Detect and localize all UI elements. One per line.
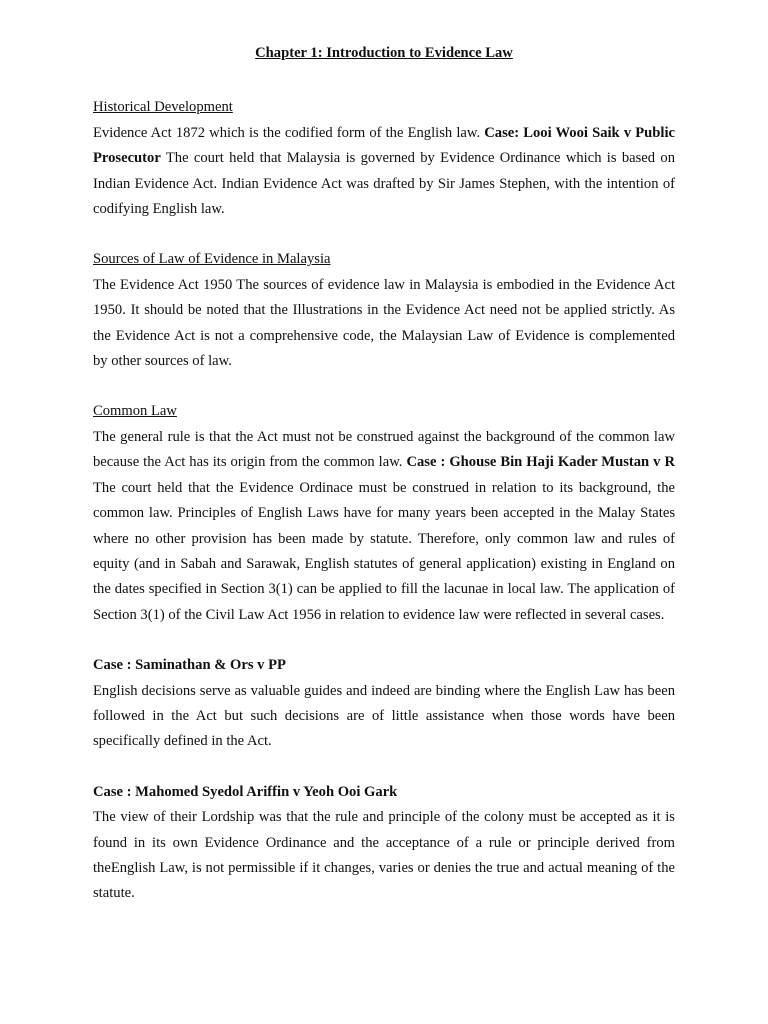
case-paragraph-mahomed-syedol-ariffin: The view of their Lordship was that the rule and principle of the colony must be accepted as it is found in its own Evidence Ordinance and the acceptance of a rule or principle derived from theEnglish Law, is not permissible if it changes, varies or denies the true and actual meaning of the statute.	[93, 809, 675, 902]
section-heading-sources-of-law: Sources of Law of Evidence in Malaysia	[93, 251, 331, 268]
paragraph-text: The court held that Malaysia is governed by Evidence Ordinance which is based on Indian Evidence Act. Indian Evidence Act was drafted by Sir James Stephen, with the intention of codifying English law.	[93, 150, 675, 218]
case-heading-saminathan: Case : Saminathan & Ors v PP	[93, 657, 286, 674]
case-citation: Case : Ghouse Bin Haji Kader Mustan v R	[406, 454, 675, 471]
case-paragraph-saminathan: English decisions serve as valuable guides and indeed are binding where the English Law has been followed in the Act but such decisions are of little assistance when those words have been specifically defined in the Act.	[93, 682, 675, 750]
section-paragraph-historical-development	[93, 121, 675, 223]
paragraph-text: The general rule is that the Act must not be construed against the background of the common law because the Act has its origin from the common law.	[93, 428, 675, 471]
case-citation: Case: Looi Wooi Saik v Public Prosecutor	[93, 124, 675, 167]
case-heading-mahomed-syedol-ariffin: Case : Mahomed Syedol Ariffin v Yeoh Ooi Gark	[93, 783, 398, 800]
chapter-title: Chapter 1: Introduction to Evidence Law	[255, 45, 513, 61]
section-heading-historical-development: Historical Development	[93, 99, 233, 116]
paragraph-text: The court held that the Evidence Ordinace must be construed in relation to its background, the common law. Principles of English Laws have for many years been accepted in the Malay States where no other provision has been made by statute. Therefore, only common law and rules of equity (and in Sabah and Sarawak, English statutes of general application) existing in England on the dates specified in Section 3(1) can be applied to fill the lacunae in local law. The application of Section 3(1) of the Civil Law Act 1956 in relation to evidence law were reflected in several cases.	[93, 479, 675, 623]
section-paragraph-common-law	[93, 425, 675, 628]
section-paragraph-sources-of-law: The Evidence Act 1950 The sources of evidence law in Malaysia is embodied in the Evidence Act 1950. It should be noted that the Illustrations in the Evidence Act need not be applied strictly. As the Evidence Act is not a comprehensive code, the Malaysian Law of Evidence is complemented by other sources of law.	[93, 276, 675, 370]
document-page	[93, 41, 675, 907]
paragraph-text: Evidence Act 1872 which is the codified form of the English law.	[93, 124, 485, 141]
section-heading-common-law: Common Law	[93, 403, 177, 420]
